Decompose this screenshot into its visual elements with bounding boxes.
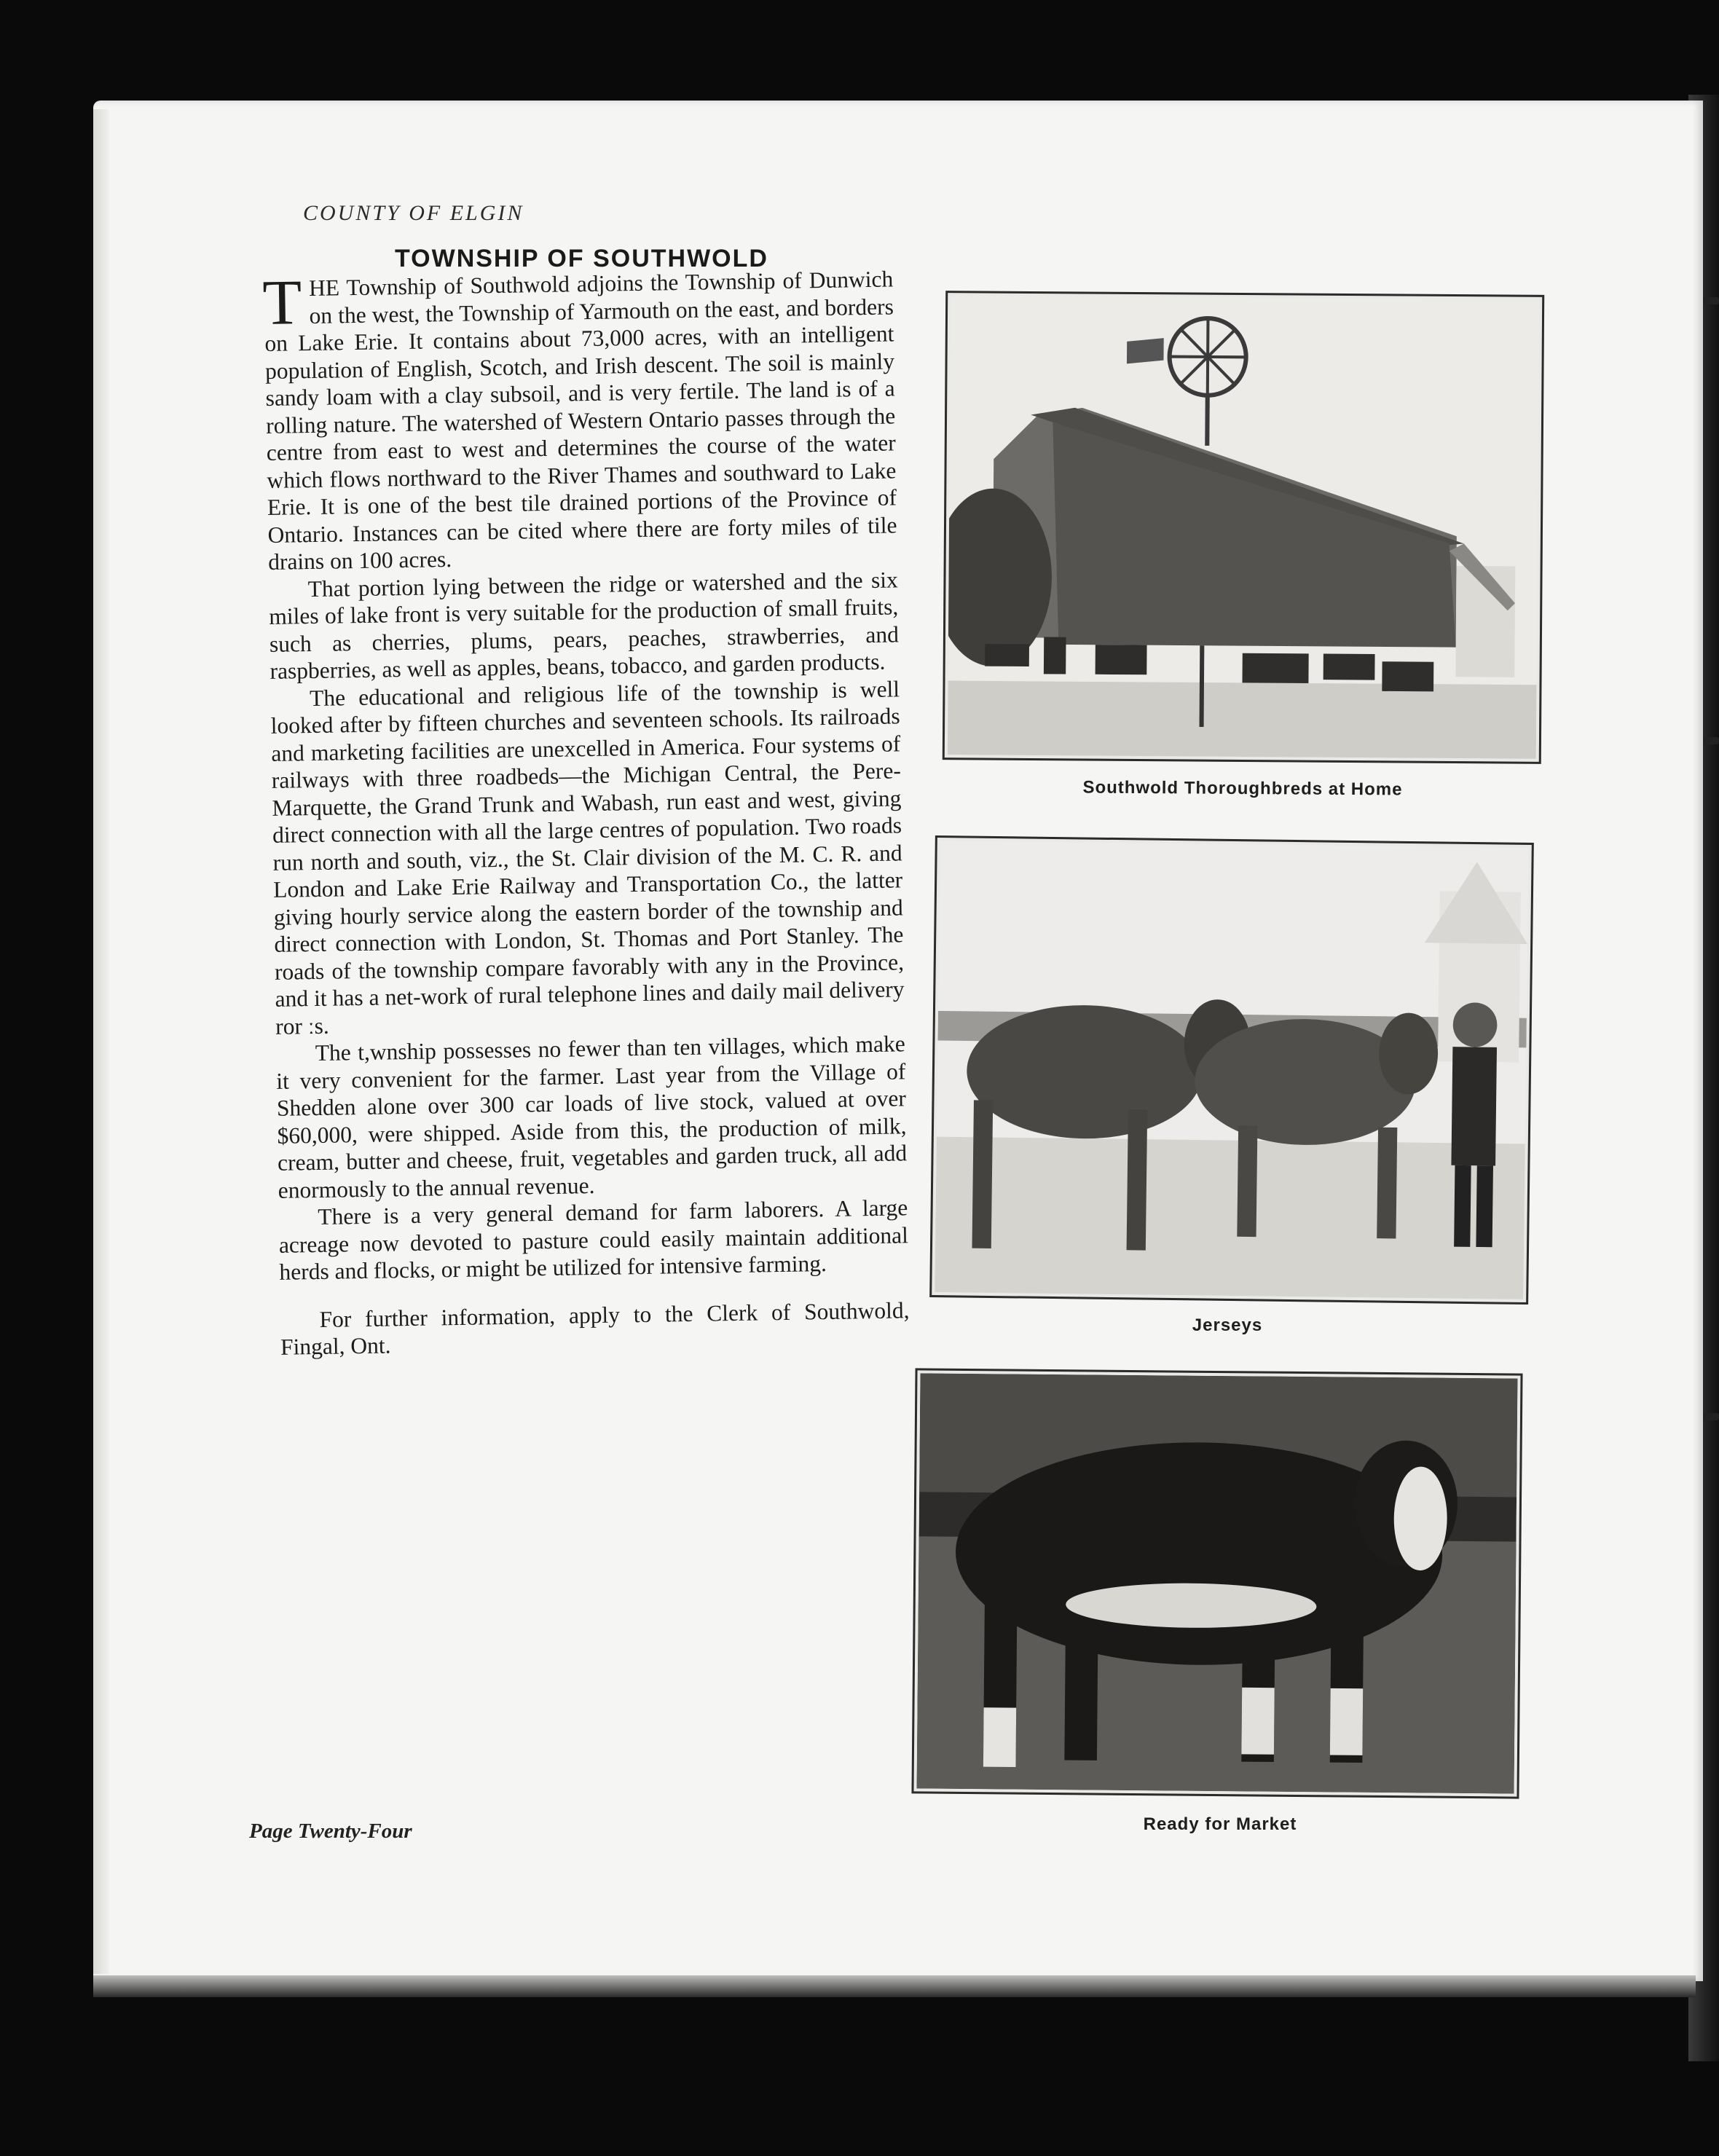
hereford-steer-illustration [917,1373,1518,1793]
jersey-cows-illustration [935,841,1529,1299]
photo-caption: Southwold Thoroughbreds at Home [1082,777,1403,800]
barn-windmill-illustration [948,296,1539,759]
article-body [261,265,910,1361]
article-paragraph: There is a very general demand for farm laborers. A large acreage now devoted to pasture could easily maintain additional herds and flocks, or might be utilized for intensive farming. [278,1195,909,1285]
article-paragraph [261,265,897,575]
contact-info: For further information, apply to the Clerk of Southwold, Fingal, Ont. [280,1297,910,1360]
article-paragraph: The t,wnship possesses no fewer than ten villages, which make it very convenient for the farmer. Last year from the Village of Shedden alone over 300 car loads of live stock, valued at over $60,000, were shipped. Aside from this, the production of milk, cream, butter and cheese, fruit, vegetables and garden truck, all add enormously to the annual revenue. [276,1031,908,1203]
photo-barn [943,291,1544,764]
page-number: Page Twenty-Four [249,1819,412,1843]
photo-caption: Jerseys [1192,1315,1263,1335]
photo-jerseys [929,835,1534,1305]
article-paragraph: The educational and religious life of the township is well looked after by fifteen churches and seventeen schools. Its railroads and marketing facilities are unexcelled in America. Four systems of railways with three roadbeds—the Michigan Central, the Pere-Marquette, the Grand Trunk and Wabash, run east and west, giving direct connection with all the large centres of population. Two roads run north and south, viz., the St. Clair division of the M. C. R. and London and Lake Erie Railway and Transportation Co., the latter giving hourly service along the eastern border of the township and direct connection with London, St. Thomas and Port Stanley. The roads of the township compare favorably with any in the Province, and it has a net-work of rural telephone lines and daily mail delivery ror ːs. [270,675,905,1039]
paragraph-text: HE Township of Southwold adjoins the Township of Dunwich on the west, the Township of Yarmouth on the east, and borders on Lake Erie. It contains about 73,000 acres, with an intelligent population of English, Scotch, and Irish descent. The soil is mainly sandy loam with a clay subsoil, and is very fertile. The land is of a rolling nature. The watershed of Western Ontario passes through the centre from east to west and determines the course of the water which flows northward to the River Thames and southward to Lake Erie. It is one of the best tile drained portions of the Province of Ontario. Instances can be cited where there are forty miles of tile drains on 100 acres. [264,266,897,575]
page-gutter [93,109,109,1974]
photo-caption: Ready for Market [1143,1814,1297,1834]
drop-cap: T [261,267,303,339]
page-bottom-shadow [93,1975,1696,1997]
article-title: TOWNSHIP OF SOUTHWOLD [395,245,768,272]
running-header: COUNTY OF ELGIN [303,201,524,225]
photo-steer [911,1368,1522,1798]
article-paragraph: That portion lying between the ridge or watershed and the six miles of lake front is very suitable for the production of small fruits, such as cherries, plums, pears, peaches, strawberries, and raspberries, as well as apples, beans, tobacco, and garden products. [269,566,900,684]
